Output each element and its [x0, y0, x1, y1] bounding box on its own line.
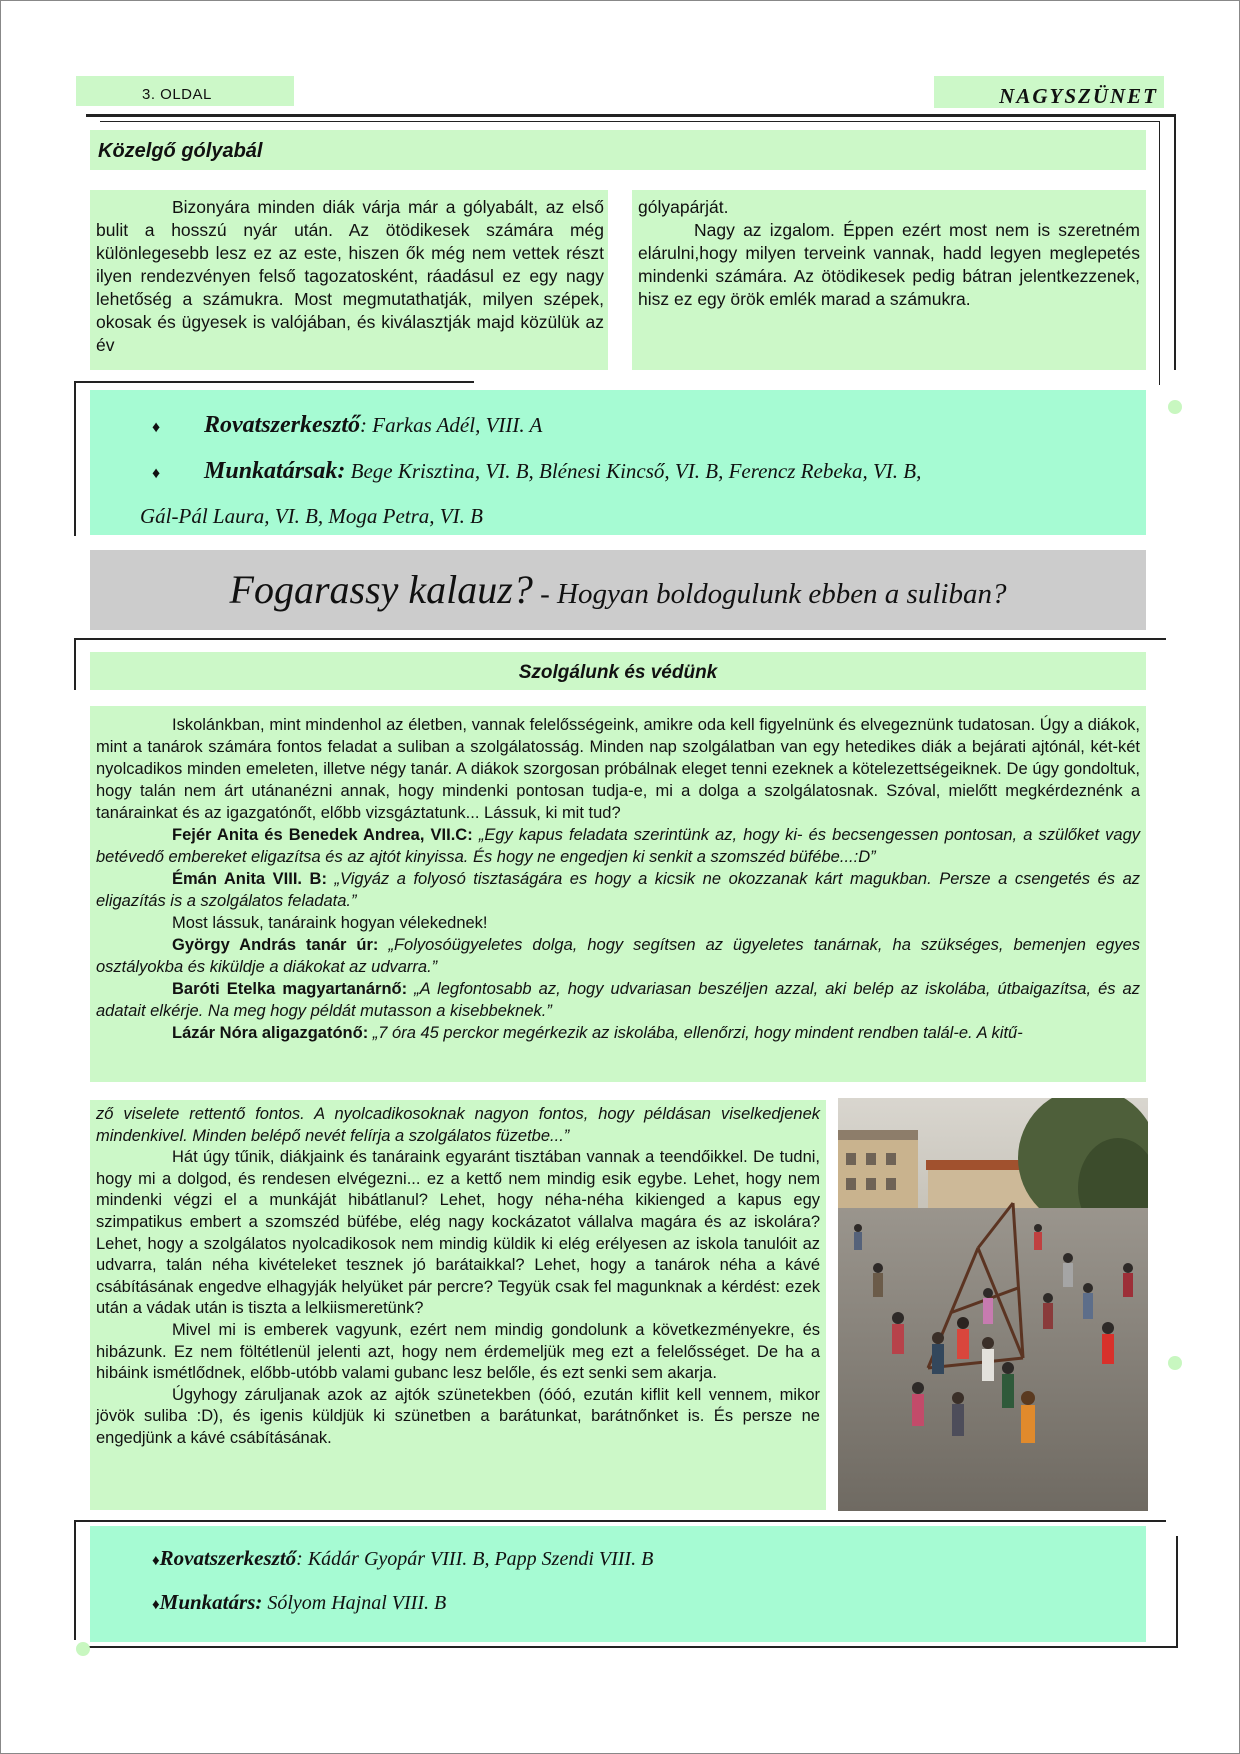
banner-title: Fogarassy kalauz?: [229, 567, 533, 612]
bullet-icon: ♦: [152, 1597, 160, 1613]
frame-dot: [1168, 1356, 1182, 1370]
article-paragraph: Hát úgy tűnik, diákjaink és tanáraink egyaránt tisztában vannak a teendőikkel. De tudni, hogy mi a dolgod, és rendesen elvégezni... ez a kettő nem mindig esik egybe. Lehet, hogy nem mindenki végzi el a munkáját hibátlanul? Lehet, hogy néha-néha kikienged a kapus egy szimpatikus embert a szomszéd büfébe, elég nagy kockázatot vállalva magára és az iskolára? Lehet, hogy a szolgálatos nyolcadikosok nem mindig küldik ki elég erélyesen az iskola tanulóit az udvarra, talán néha kivételeket tesznek jó barátaikkal? Lehet, hogy a tanárok néha a kávé csábításának engedve elhagyják helyüket pár percre? Tegyük csak fel magunknak a kérdést: ezek után a vádak után is tiszta a lelkiismeretünk?: [96, 1148, 820, 1318]
quote-text: „Egy kapus feladata szerintünk az, hogy ki- és becsengessen pontosan, a szülőket vagy betévedő embereket eligazítsa és az ajtót kinyissa. És hogy ne engedjen ki senkit a szomszéd büfébe...:D”: [96, 826, 1141, 866]
article-title: [90, 130, 1146, 170]
frame-dot: [76, 1642, 90, 1656]
quote-text: „7 óra 45 perckor megérkezik az iskolába, ellenőrzi, hogy mindent rendben talál-e. A kitű-: [368, 1024, 1023, 1042]
quote-continuation: ző viselete rettentő fontos. A nyolcadikosoknak nagyon fontos, hogy példásan viselkedjenek mindenkivel. Minden belépő nevét felírja a szolgálatos füzetbe...”: [96, 1105, 820, 1145]
article-paragraph: Nagy az izgalom. Éppen ezért most nem is szeretném elárulni,hogy milyen terveink vannak, hadd legyen meglepetés mindenki számára. Az ötödikesek pedig bátran jelentkezzenek, hisz ez egy örök emlék marad a számukra.: [638, 220, 1140, 309]
schoolyard-photo-image: [838, 1098, 1148, 1511]
frame-line-top-thin: [100, 121, 1160, 122]
frame-line-top: [86, 114, 1176, 117]
credits-frame-top: [74, 381, 474, 383]
article-paragraph: Úgyhogy záruljanak azok az ajtók szünetekben (óóó, ezután kiflit kell vennem, mikor jövök suliba :D), és igenis küldjük ki szünetben a barátunkat, barátnőnket is. És persze ne engedjünk a kávé csábításának.: [96, 1385, 820, 1447]
credits-box: [90, 390, 1146, 535]
section-banner: [90, 550, 1146, 630]
editor-label: Rovatszerkesztő: [159, 1546, 297, 1570]
frame-line-bottom-top: [74, 1520, 1166, 1522]
banner-subtitle: - Hogyan boldogulunk ebben a suliban?: [532, 578, 1007, 610]
article-column-left: [90, 190, 608, 370]
editor-label: Rovatszerkesztő: [204, 412, 360, 438]
page-number-text: 3. OLDAL: [142, 86, 212, 103]
bullet-icon: ♦: [152, 465, 161, 482]
quote-text: „Vigyáz a folyosó tisztaságára es hogy a kicsik ne okozzanak kárt magukban. Persze a csengetés és az eligazítás is a szolgálatos feladata.”: [96, 870, 1140, 910]
bullet-icon: ♦: [152, 419, 161, 436]
staff-names-continued: Gál-Pál Laura, VI. B, Moga Petra, VI. B: [140, 504, 483, 528]
quote-text: „Folyosóügyeletes dolga, hogy segítsen az ügyeletes tanárnak, ha szükséges, bemenjen egyes osztályokba és kiküldje a diákokat az udvarra.”: [96, 936, 1140, 976]
quote-speaker: Lázár Nóra aligazgatónő:: [172, 1024, 369, 1042]
schoolyard-photo: [838, 1098, 1148, 1511]
credits-frame-left: [74, 381, 76, 536]
publication-title: [934, 76, 1164, 108]
page-number-label: [76, 76, 294, 106]
frame-line-final: [88, 1646, 1178, 1648]
article-paragraph: gólyapárját.: [638, 197, 729, 217]
frame-line-bottom-left: [74, 1520, 76, 1640]
article-title-text: Szolgálunk és védünk: [518, 662, 718, 683]
frame-line-final-right: [1176, 1536, 1178, 1648]
frame-line-mid: [74, 638, 1166, 640]
quote-text: „A legfontosabb az, hogy udvariasan beszéljen azzal, aki belép az iskolába, útbaigazítsa, és az adatait elkérje. Na meg hogy példát mutasson a kisebbeknek.”: [96, 980, 1140, 1020]
article-paragraph: Iskolánkban, mint mindenhol az életben, vannak felelősségeink, amikre oda kell figyelnünk és elvegeznünk tudatosan. Úgy a diákok, mint a tanárok számára fontos feladat a suliban a szolgálatosság. Minden nap szolgálatban van egy hetedikes diák a bejárati ajtónál, két-két nyolcadikos minden emeleten, illetve négy tanár. A diákok szorgosan próbálnak eleget tenni ezeknek a kötelezettségeiknek. De úgy gondoltuk, hogy talán nem árt utánanézni annak, hogy mindenki pontosan tudja-e, mi a dolga a szolgálatosnak. Szóval, mielőtt megkérdeznénk a tanárainkat és az igazgatónőt, előbb vizsgáztatunk... Lássuk, ki mit tud?: [96, 716, 1140, 822]
bullet-icon: ♦: [152, 1553, 160, 1569]
quote-speaker: Émán Anita VIII. B:: [172, 870, 327, 888]
frame-line-right: [1174, 114, 1176, 370]
quote-speaker: György András tanár úr:: [172, 936, 379, 954]
article-paragraph: Bizonyára minden diák várja már a gólyabált, az első bulit a hosszú nyár után. Az ötödikesek számára még különlegesebb lesz ez az este, hiszen ők még nem vettek részt ilyen rendezvényen felső tagozatosként, ráadásul ez egy nagy lehetőség a számukra. Most megmutathatják, milyen szépek, okosak és ügyesek is valójában, és kiválasztják majd közülük az év: [96, 197, 604, 355]
article-paragraph: Most lássuk, tanáraink hogyan vélekednek!: [172, 914, 488, 932]
frame-line-right-thin: [1159, 121, 1160, 385]
staff-names: Sólyom Hajnal VIII. B: [262, 1592, 447, 1614]
article-title: [90, 652, 1146, 690]
credits-box: [90, 1526, 1146, 1642]
staff-label: Munkatárs:: [159, 1590, 263, 1614]
article-body: [90, 706, 1146, 1082]
frame-dot: [1168, 400, 1182, 414]
article-title-text: Közelgő gólyabál: [98, 140, 263, 162]
quote-speaker: Baróti Etelka magyartanárnő:: [172, 980, 408, 998]
publication-title-text: NAGYSZÜNET: [999, 84, 1158, 108]
editor-names: : Kádár Gyopár VIII. B, Papp Szendi VIII. B: [296, 1548, 654, 1570]
frame-line-mid-left: [74, 638, 76, 690]
article-column-right: [632, 190, 1146, 370]
article-continuation: [90, 1100, 826, 1510]
staff-label: Munkatársak:: [204, 458, 346, 484]
article-paragraph: Mivel mi is emberek vagyunk, ezért nem mindig gondolunk a következményekre, és hibázunk. Ez nem föltétlenül jelenti azt, hogy nem érdemeljük meg ezt a felelősséget. De ha a hibáink ismétlődnek, előbb-utóbb valami gubanc lesz belőle, és ezt senki sem akarja.: [96, 1320, 820, 1383]
quote-speaker: Fejér Anita és Benedek Andrea, VII.C:: [172, 826, 473, 844]
editor-names: : Farkas Adél, VIII. A: [360, 413, 543, 437]
staff-names: Bege Krisztina, VI. B, Blénesi Kincső, VI. B, Ferencz Rebeka, VI. B,: [345, 459, 922, 483]
